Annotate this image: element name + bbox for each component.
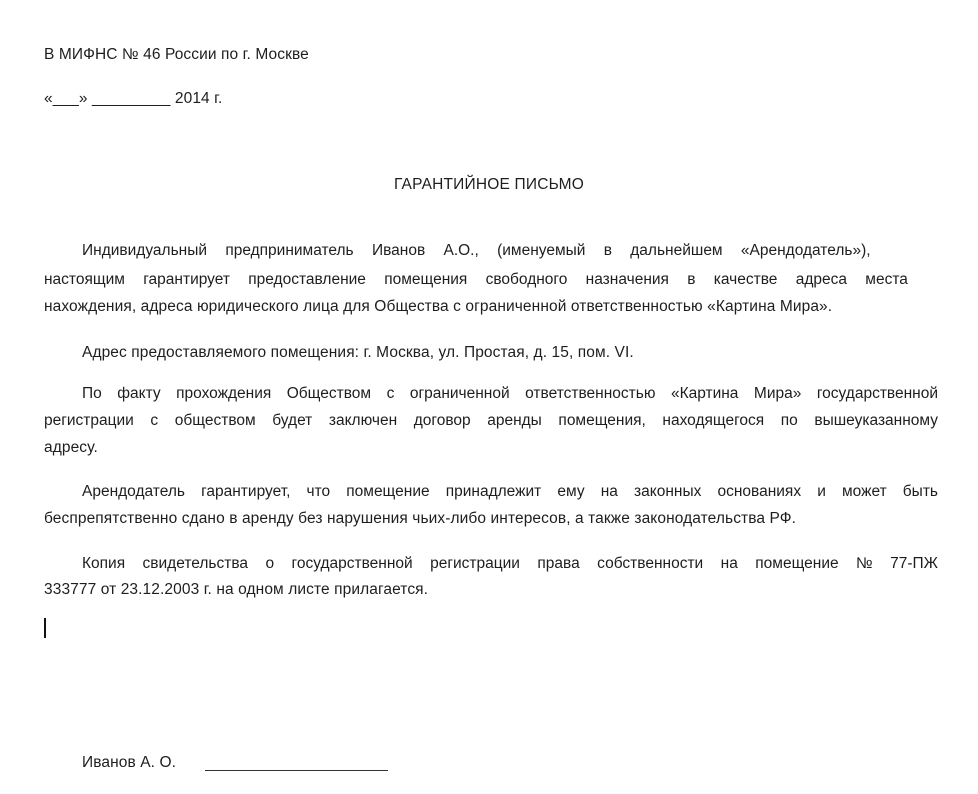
paragraph-5-line-2: 333777 от 23.12.2003 г. на одном листе прилагается. [44, 581, 429, 598]
paragraph-1-line-3: нахождения, адреса юридического лица для Общества с ограниченной ответственностью «Картина Мира». [44, 298, 833, 315]
signature-line [205, 770, 388, 771]
paragraph-2-line-1: Адрес предоставляемого помещения: г. Москва, ул. Простая, д. 15, пом. VI. [82, 344, 634, 361]
paragraph-4-line-2: беспрепятственно сдано в аренду без нарушения чьих-либо интересов, а также законодательства РФ. [44, 510, 797, 527]
paragraph-3-line-2: регистрации с обществом будет заключен договор аренды помещения, находящегося по вышеуказанному [44, 412, 938, 429]
text-cursor[interactable] [44, 618, 46, 638]
document-title: ГАРАНТИЙНОЕ ПИСЬМО [393, 176, 585, 193]
paragraph-5-line-1: Копия свидетельства о государственной регистрации права собственности на помещение № 77-ПЖ [82, 555, 938, 572]
paragraph-3-line-3: адресу. [44, 439, 98, 456]
paragraph-4-line-1: Арендодатель гарантирует, что помещение принадлежит ему на законных основаниях и может быть [82, 483, 938, 500]
date-line: «___» _________ 2014 г. [44, 90, 223, 107]
paragraph-1-line-2: настоящим гарантирует предоставление помещения свободного назначения в качестве адреса места [44, 271, 908, 288]
paragraph-3-line-1: По факту прохождения Обществом с ограниченной ответственностью «Картина Мира» государственной [82, 385, 938, 402]
paragraph-1-line-1: Индивидуальный предприниматель Иванов А.О., (именуемый в дальнейшем «Арендодатель»), [82, 242, 871, 259]
recipient-line: В МИФНС № 46 России по г. Москве [44, 46, 309, 63]
signature-name: Иванов А. О. [82, 754, 177, 771]
